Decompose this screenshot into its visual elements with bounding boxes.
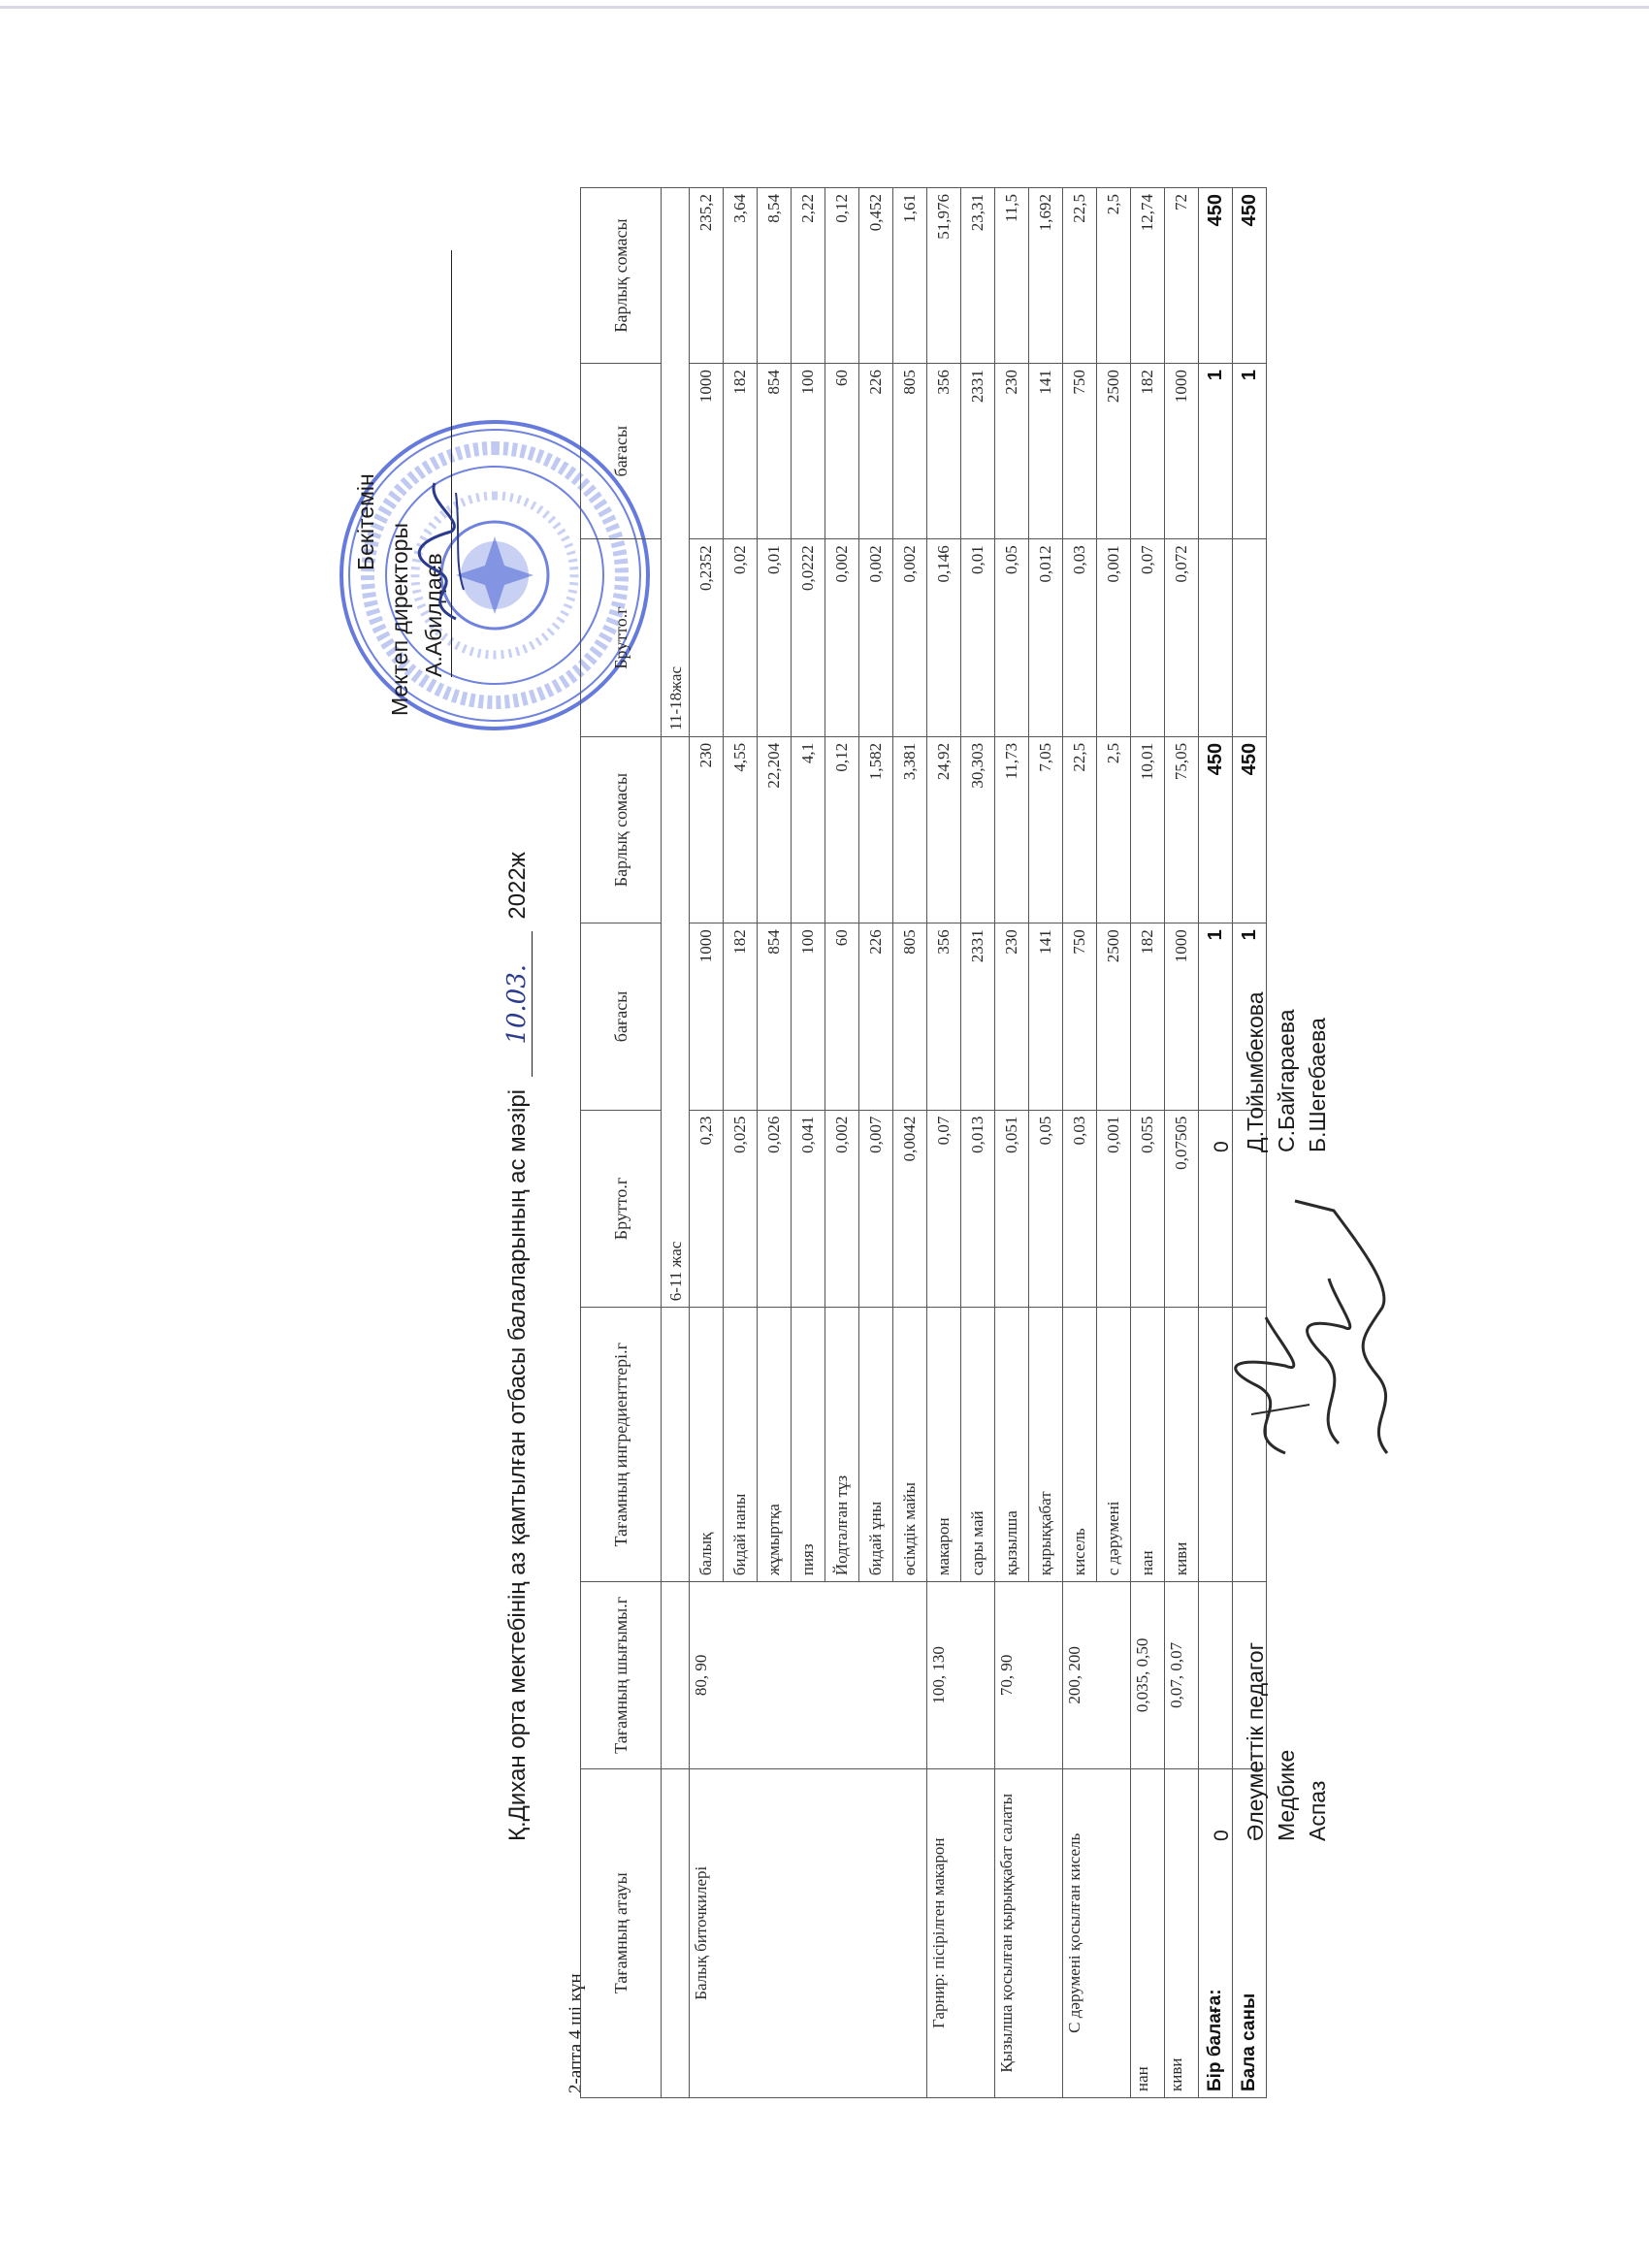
table-row (1165, 188, 1199, 2098)
dish-name: Балық биточкилері (690, 1768, 927, 2097)
sum-1: 4,1 (792, 736, 825, 923)
zero-mark-left: 0 (1211, 1830, 1233, 1841)
sum-1: 3,381 (893, 736, 927, 923)
ingredient-name: қызылша (995, 1308, 1029, 1582)
sum-2: 235,2 (690, 188, 724, 364)
children-count-1: 1 (1233, 923, 1267, 1110)
header-sum-2: Барлық сомасы (581, 188, 662, 364)
sum-1: 22,204 (758, 736, 792, 923)
brutto-1: 0,025 (724, 1110, 758, 1308)
ingredient-name: с дәрумені (1097, 1308, 1131, 1582)
ingredient-name: жұмыртқа (758, 1308, 792, 1582)
ingredient-name: бидай наны (724, 1308, 758, 1582)
sum-1: 0,12 (825, 736, 859, 923)
brutto-1: 0,055 (1131, 1110, 1165, 1308)
sum-2: 11,5 (995, 188, 1029, 364)
header-ingredients: Тағамның ингредиенттері.г (581, 1308, 662, 1582)
header-sum-1: Барлық сомасы (581, 736, 662, 923)
price-1: 1000 (690, 923, 724, 1110)
children-count-label: Бала саны (1233, 1768, 1267, 2097)
ingredient-name: бидай ұны (859, 1308, 893, 1582)
sum-1: 10,01 (1131, 736, 1165, 923)
price-1: 60 (825, 923, 859, 1110)
price-2: 1000 (1165, 364, 1199, 539)
price-2: 182 (1131, 364, 1165, 539)
dish-name: Гарнир: пісірілген макарон (927, 1768, 995, 2097)
brutto-1: 0,07505 (1165, 1110, 1199, 1308)
header-brutto-2: Брутто.г (581, 539, 662, 737)
sum-2: 3,64 (724, 188, 758, 364)
sum-2: 23,31 (961, 188, 995, 364)
dish-yield: 0,035, 0,50 (1131, 1582, 1165, 1768)
dish-name: киви (1165, 1768, 1199, 2097)
name-social-pedagogue: Д.Тойымбекова (1243, 991, 1268, 1152)
price-2: 356 (927, 364, 961, 539)
children-count-2: 1 (1233, 364, 1267, 539)
per-child-count-1: 1 (1199, 923, 1233, 1110)
per-child-label: Бір балаға: (1199, 1768, 1233, 2097)
table-row (1131, 188, 1165, 2098)
sum-2: 72 (1165, 188, 1199, 364)
sum-2: 8,54 (758, 188, 792, 364)
sum-2: 2,22 (792, 188, 825, 364)
price-2: 182 (724, 364, 758, 539)
brutto-2: 0,146 (927, 539, 961, 737)
name-cook: Б.Шегебаева (1305, 1018, 1330, 1152)
table-row (995, 188, 1029, 2098)
price-2: 805 (893, 364, 927, 539)
price-2: 1000 (690, 364, 724, 539)
brutto-1: 0,013 (961, 1110, 995, 1308)
price-2: 2500 (1097, 364, 1131, 539)
sum-1: 2,5 (1097, 736, 1131, 923)
brutto-2: 0,07 (1131, 539, 1165, 737)
header-yield: Тағамның шығымы.г (581, 1582, 662, 1768)
brutto-2: 0,001 (1097, 539, 1131, 737)
brutto-1: 0,23 (690, 1110, 724, 1308)
ingredient-name: Йодталған тұз (825, 1308, 859, 1582)
brutto-2: 0,05 (995, 539, 1029, 737)
brutto-1: 0,002 (825, 1110, 859, 1308)
title-text: Қ.Дихан орта мектебінің аз қамтылған отбасы балаларының ас мәзірі (504, 1088, 531, 1841)
price-2: 226 (859, 364, 893, 539)
sum-2: 22,5 (1063, 188, 1097, 364)
approval-title: Бекітемін (353, 473, 378, 570)
sum-2: 12,74 (1131, 188, 1165, 364)
price-2: 2331 (961, 364, 995, 539)
director-signature-icon (407, 473, 475, 629)
menu-body (690, 188, 1199, 2098)
price-1: 805 (893, 923, 927, 1110)
brutto-1: 0,007 (859, 1110, 893, 1308)
brutto-2: 0,03 (1063, 539, 1097, 737)
age-group-6-11: 6-11 жас (662, 736, 690, 1307)
brutto-1: 0,05 (1029, 1110, 1063, 1308)
brutto-2: 0,2352 (690, 539, 724, 737)
brutto-2: 0,0222 (792, 539, 825, 737)
brutto-1: 0,07 (927, 1110, 961, 1308)
document-title (502, 852, 533, 1841)
role-cook: Аспаз (1305, 1780, 1330, 1841)
sum-2: 1,692 (1029, 188, 1063, 364)
price-1: 141 (1029, 923, 1063, 1110)
price-2: 230 (995, 364, 1029, 539)
ingredient-name: кисель (1063, 1308, 1097, 1582)
menu-table (580, 187, 1267, 2098)
dish-name: нан (1131, 1768, 1165, 2097)
header-price-2: бағасы (581, 364, 662, 539)
brutto-1: 0,051 (995, 1110, 1029, 1308)
zero-mark-right: 0 (1211, 1141, 1233, 1152)
brutto-2: 0,01 (758, 539, 792, 737)
sum-2: 0,452 (859, 188, 893, 364)
brutto-2: 0,002 (825, 539, 859, 737)
signatory-names (1240, 991, 1333, 1152)
brutto-2: 0,002 (859, 539, 893, 737)
sum-1: 4,55 (724, 736, 758, 923)
price-1: 182 (1131, 923, 1165, 1110)
handwritten-date: 10.03. (502, 931, 533, 1077)
ingredient-name: өсімдік майы (893, 1308, 927, 1582)
sum-1: 1,582 (859, 736, 893, 923)
signatory-roles (1240, 1642, 1333, 1841)
age-group-11-18: 11-18жас (662, 188, 690, 737)
ingredient-name: балық (690, 1308, 724, 1582)
ingredient-name: қырыққабат (1029, 1308, 1063, 1582)
sum-2: 1,61 (893, 188, 927, 364)
brutto-1: 0,0042 (893, 1110, 927, 1308)
dish-name: Қызылша қосылған қырыққабат салаты (995, 1768, 1063, 2097)
week-day-label: 2-апта 4 ші күн (566, 1973, 586, 2093)
price-1: 854 (758, 923, 792, 1110)
brutto-1: 0,03 (1063, 1110, 1097, 1308)
sum-2: 0,12 (825, 188, 859, 364)
header-row (581, 188, 662, 2098)
sum-2: 2,5 (1097, 188, 1131, 364)
price-1: 750 (1063, 923, 1097, 1110)
header-brutto-1: Брутто.г (581, 1110, 662, 1308)
price-2: 750 (1063, 364, 1097, 539)
ingredient-name: сары май (961, 1308, 995, 1582)
handwritten-signature-icon (1217, 1182, 1421, 1473)
ingredient-name: киви (1165, 1308, 1199, 1582)
brutto-2: 0,02 (724, 539, 758, 737)
name-nurse: С.Байгараева (1274, 1009, 1299, 1152)
brutto-1: 0,041 (792, 1110, 825, 1308)
sum-2: 51,976 (927, 188, 961, 364)
ingredient-name: пияз (792, 1308, 825, 1582)
dish-name: С дәрумені қосылған кисель (1063, 1768, 1131, 2097)
role-social-pedagogue: Әлеуметтік педагог (1243, 1642, 1268, 1841)
sum-1: 22,5 (1063, 736, 1097, 923)
price-1: 100 (792, 923, 825, 1110)
approval-director-name: А.Абилдаев (421, 553, 446, 677)
dish-yield: 200, 200 (1063, 1582, 1131, 1768)
role-nurse: Медбике (1274, 1749, 1299, 1841)
dish-yield: 70, 90 (995, 1582, 1063, 1768)
ingredient-name: макарон (927, 1308, 961, 1582)
price-2: 60 (825, 364, 859, 539)
table-row (1063, 188, 1097, 2098)
sum-1: 11,73 (995, 736, 1029, 923)
per-child-count-2: 1 (1199, 364, 1233, 539)
brutto-2: 0,012 (1029, 539, 1063, 737)
price-2: 854 (758, 364, 792, 539)
sum-1: 30,303 (961, 736, 995, 923)
brutto-2: 0,002 (893, 539, 927, 737)
dish-yield: 0,07, 0,07 (1165, 1582, 1199, 1768)
children-sum-2: 450 (1233, 188, 1267, 364)
price-1: 230 (995, 923, 1029, 1110)
sum-1: 230 (690, 736, 724, 923)
price-1: 2331 (961, 923, 995, 1110)
brutto-1: 0,026 (758, 1110, 792, 1308)
children-sum-1: 450 (1233, 736, 1267, 923)
ingredient-name: нан (1131, 1308, 1165, 1582)
table-row (690, 188, 724, 2098)
per-child-sum-1: 450 (1199, 736, 1233, 923)
table-row (927, 188, 961, 2098)
per-child-sum-2: 450 (1199, 188, 1233, 364)
price-1: 182 (724, 923, 758, 1110)
sum-1: 75,05 (1165, 736, 1199, 923)
price-2: 141 (1029, 364, 1063, 539)
sum-1: 7,05 (1029, 736, 1063, 923)
price-1: 2500 (1097, 923, 1131, 1110)
age-group-row (662, 188, 690, 2098)
approval-position: Мектеп директоры (387, 522, 412, 716)
title-year: 2022ж (504, 852, 531, 920)
header-dish: Тағамның атауы (581, 1768, 662, 2097)
price-1: 1000 (1165, 923, 1199, 1110)
brutto-2: 0,01 (961, 539, 995, 737)
price-1: 356 (927, 923, 961, 1110)
sum-1: 24,92 (927, 736, 961, 923)
price-1: 226 (859, 923, 893, 1110)
dish-yield: 100, 130 (927, 1582, 995, 1768)
header-price-1: бағасы (581, 923, 662, 1110)
brutto-1: 0,001 (1097, 1110, 1131, 1308)
price-2: 100 (792, 364, 825, 539)
brutto-2: 0,072 (1165, 539, 1199, 737)
dish-yield: 80, 90 (690, 1582, 927, 1768)
